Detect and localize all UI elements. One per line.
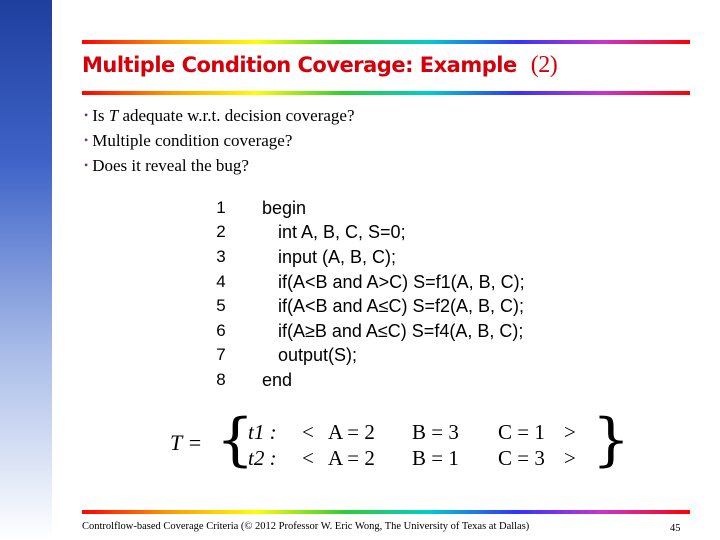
- rainbow-rule-top: [82, 40, 690, 44]
- code-text: begin: [262, 198, 307, 218]
- value-b: B = 3: [412, 420, 459, 444]
- code-text: if(A≥B and A≤C) S=f4(A, B, C);: [278, 321, 524, 341]
- value-a: A = 2: [328, 420, 375, 444]
- test-set: [168, 406, 631, 474]
- bullet-item: [84, 128, 355, 153]
- angle-open: <: [302, 420, 314, 444]
- right-brace: }: [592, 406, 631, 474]
- test-id: t1 :: [248, 420, 277, 444]
- line-number: 6: [216, 321, 226, 340]
- line-number: 8: [216, 370, 226, 389]
- side-gradient-bar: [0, 0, 52, 540]
- bullet-dot-icon: •: [84, 133, 89, 147]
- code-text: int A, B, C, S=0;: [278, 222, 406, 242]
- code-text: end: [262, 370, 293, 390]
- bullet-dot-icon: •: [84, 158, 89, 172]
- slide-title-number: (2): [530, 52, 558, 78]
- page-number: 45: [670, 523, 681, 534]
- value-b: B = 1: [412, 446, 459, 470]
- line-number: 7: [216, 345, 226, 364]
- code-text: output(S);: [278, 345, 358, 365]
- bullet-text-post: adequate w.r.t. decision coverage?: [118, 106, 355, 125]
- value-c: C = 3: [498, 446, 545, 470]
- rainbow-rule-title: [82, 91, 690, 95]
- bullet-dot-icon: •: [84, 108, 89, 122]
- bullet-var: T: [108, 106, 119, 125]
- bullet-list: [84, 103, 355, 178]
- angle-open: <: [302, 446, 314, 470]
- bullet-text: Multiple condition coverage?: [92, 131, 293, 150]
- bullet-item: [84, 153, 355, 178]
- test-id: t2 :: [248, 446, 277, 470]
- line-number: 2: [216, 222, 226, 241]
- rainbow-rule-bottom: [82, 510, 690, 514]
- line-number: 1: [216, 198, 226, 217]
- value-c: C = 1: [498, 420, 545, 444]
- bullet-text: Does it reveal the bug?: [92, 156, 249, 175]
- value-a: A = 2: [328, 446, 375, 470]
- slide-title: [82, 52, 702, 79]
- code-text: if(A<B and A≤C) S=f2(A, B, C);: [278, 296, 524, 316]
- angle-close: >: [564, 446, 576, 470]
- line-number: 5: [216, 296, 226, 315]
- slide-title-text: Multiple Condition Coverage: Example: [82, 53, 517, 77]
- code-text: if(A<B and A>C) S=f1(A, B, C);: [278, 272, 525, 292]
- line-number: 3: [216, 247, 226, 266]
- test-set-name: T =: [170, 430, 203, 455]
- left-brace: {: [216, 406, 255, 474]
- footer-text: Controlflow-based Coverage Criteria (© 2012 Professor W. Eric Wong, The University of Texas at Dallas): [82, 521, 530, 532]
- angle-close: >: [564, 420, 576, 444]
- bullet-text-pre: Is: [92, 106, 109, 125]
- code-text: input (A, B, C);: [278, 247, 397, 267]
- bullet-item: [84, 103, 355, 128]
- line-number: 4: [216, 272, 226, 291]
